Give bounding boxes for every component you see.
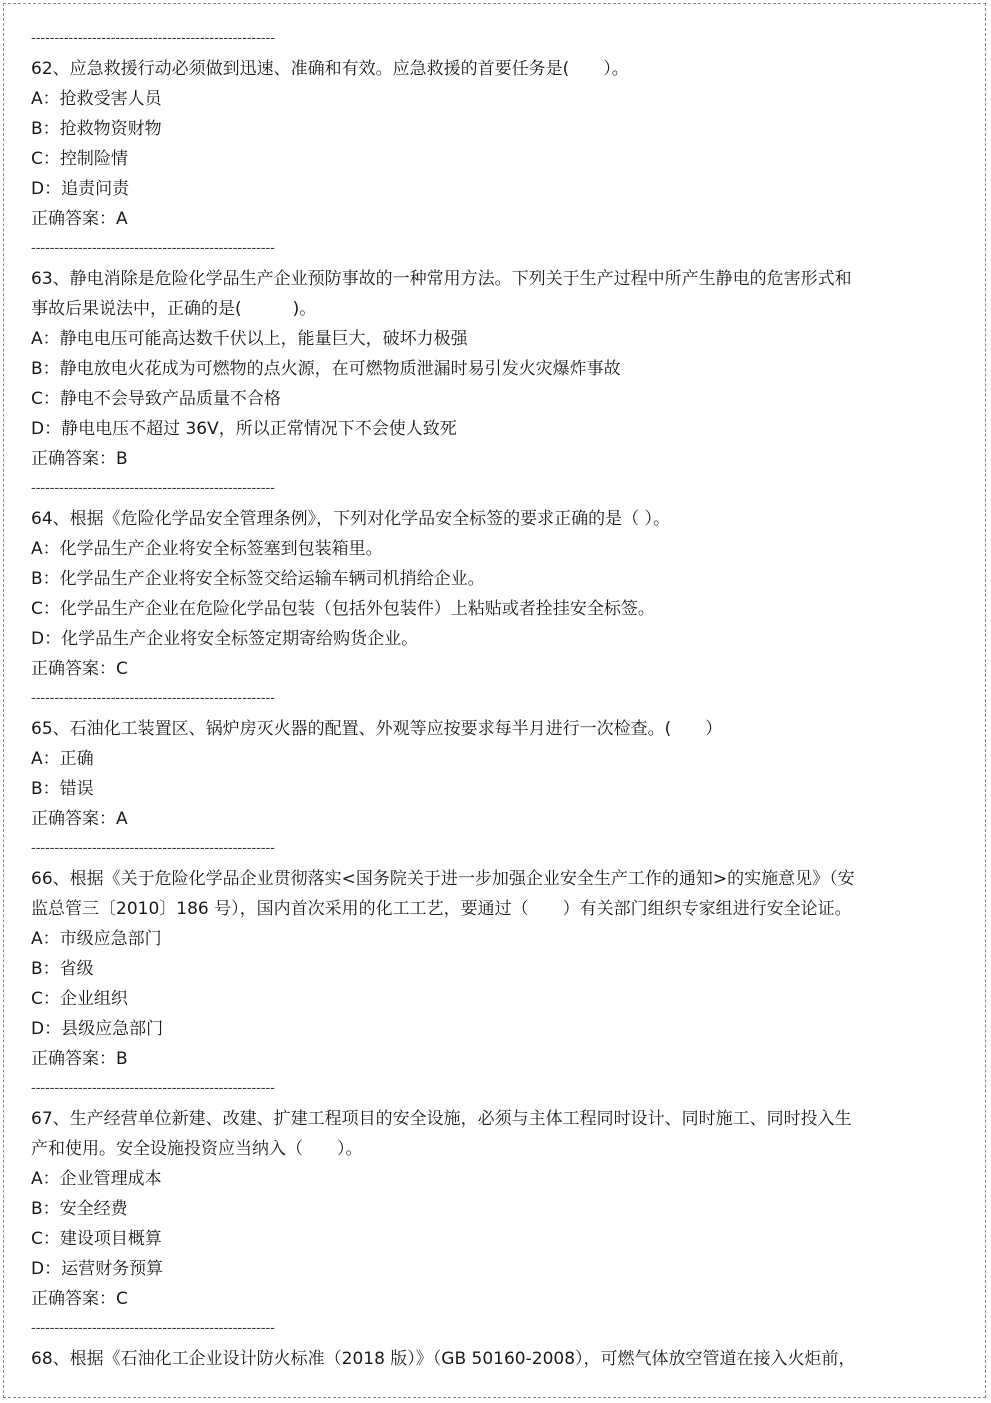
question-stem: 64、根据《危险化学品安全管理条例》，下列对化学品安全标签的要求正确的是（ ）。 bbox=[31, 509, 671, 529]
separator-line: ---------------------------------------------------- bbox=[31, 481, 275, 496]
option-item: B：安全经费 bbox=[31, 1199, 128, 1219]
option-item: C：化学品生产企业在危险化学品包装（包括外包装件）上粘贴或者拴挂安全标签。 bbox=[31, 599, 655, 619]
option-item: B：静电放电火花成为可燃物的点火源，在可燃物质泄漏时易引发火灾爆炸事故 bbox=[31, 359, 621, 379]
option-item: A：正确 bbox=[31, 749, 94, 769]
question-stem: 产和使用。安全设施投资应当纳入（ ）。 bbox=[31, 1139, 363, 1159]
question-stem: 66、根据《关于危险化学品企业贯彻落实<国务院关于进一步加强企业安全生产工作的通知>的实施意见》（安 bbox=[31, 869, 855, 889]
option-item: A：静电电压可能高达数千伏以上，能量巨大，破坏力极强 bbox=[31, 329, 468, 349]
question-stem: 事故后果说法中，正确的是( )。 bbox=[31, 299, 317, 319]
option-item: D：运营财务预算 bbox=[31, 1259, 164, 1279]
question-stem: 62、应急救援行动必须做到迅速、准确和有效。应急救援的首要任务是( ）。 bbox=[31, 59, 629, 79]
separator-line: ---------------------------------------------------- bbox=[31, 691, 275, 706]
separator-line: ---------------------------------------------------- bbox=[31, 1321, 275, 1336]
separator-line: ---------------------------------------------------- bbox=[31, 31, 275, 46]
option-item: A：市级应急部门 bbox=[31, 929, 162, 949]
question-stem: 68、根据《石油化工企业设计防火标准（2018 版）》（GB 50160-2008），可燃气体放空管道在接入火炬前， bbox=[31, 1349, 856, 1369]
option-item: C：建设项目概算 bbox=[31, 1229, 162, 1249]
question-stem: 63、静电消除是危险化学品生产企业预防事故的一种常用方法。下列关于生产过程中所产生静电的危害形式和 bbox=[31, 269, 852, 289]
option-item: D：县级应急部门 bbox=[31, 1019, 164, 1039]
question-stem: 67、生产经营单位新建、改建、扩建工程项目的安全设施，必须与主体工程同时设计、同时施工、同时投入生 bbox=[31, 1109, 852, 1129]
option-item: D：追责问责 bbox=[31, 179, 130, 199]
option-item: A：化学品生产企业将安全标签塞到包装箱里。 bbox=[31, 539, 383, 559]
question-stem: 65、石油化工装置区、锅炉房灭火器的配置、外观等应按要求每半月进行一次检查。( ） bbox=[31, 719, 723, 739]
correct-answer: 正确答案：C bbox=[31, 1289, 128, 1309]
option-item: B：错误 bbox=[31, 779, 94, 799]
question-list bbox=[31, 24, 881, 1374]
option-item: B：省级 bbox=[31, 959, 94, 979]
option-item: B：化学品生产企业将安全标签交给运输车辆司机捎给企业。 bbox=[31, 569, 485, 589]
correct-answer: 正确答案：A bbox=[31, 809, 128, 829]
option-item: D：化学品生产企业将安全标签定期寄给购货企业。 bbox=[31, 629, 419, 649]
separator-line: ---------------------------------------------------- bbox=[31, 841, 275, 856]
correct-answer: 正确答案：B bbox=[31, 449, 128, 469]
correct-answer: 正确答案：B bbox=[31, 1049, 128, 1069]
separator-line: ---------------------------------------------------- bbox=[31, 1081, 275, 1096]
option-item: A：抢救受害人员 bbox=[31, 89, 162, 109]
option-item: C：静电不会导致产品质量不合格 bbox=[31, 389, 281, 409]
option-item: D：静电电压不超过 36V，所以正常情况下不会使人致死 bbox=[31, 419, 457, 439]
separator-line: ---------------------------------------------------- bbox=[31, 241, 275, 256]
option-item: A：企业管理成本 bbox=[31, 1169, 162, 1189]
correct-answer: 正确答案：A bbox=[31, 209, 128, 229]
correct-answer: 正确答案：C bbox=[31, 659, 128, 679]
option-item: C：企业组织 bbox=[31, 989, 128, 1009]
option-item: C：控制险情 bbox=[31, 149, 128, 169]
question-stem: 监总管三〔2010〕186 号），国内首次采用的化工工艺，要通过（ ）有关部门组织专家组进行安全论证。 bbox=[31, 899, 852, 919]
option-item: B：抢救物资财物 bbox=[31, 119, 162, 139]
